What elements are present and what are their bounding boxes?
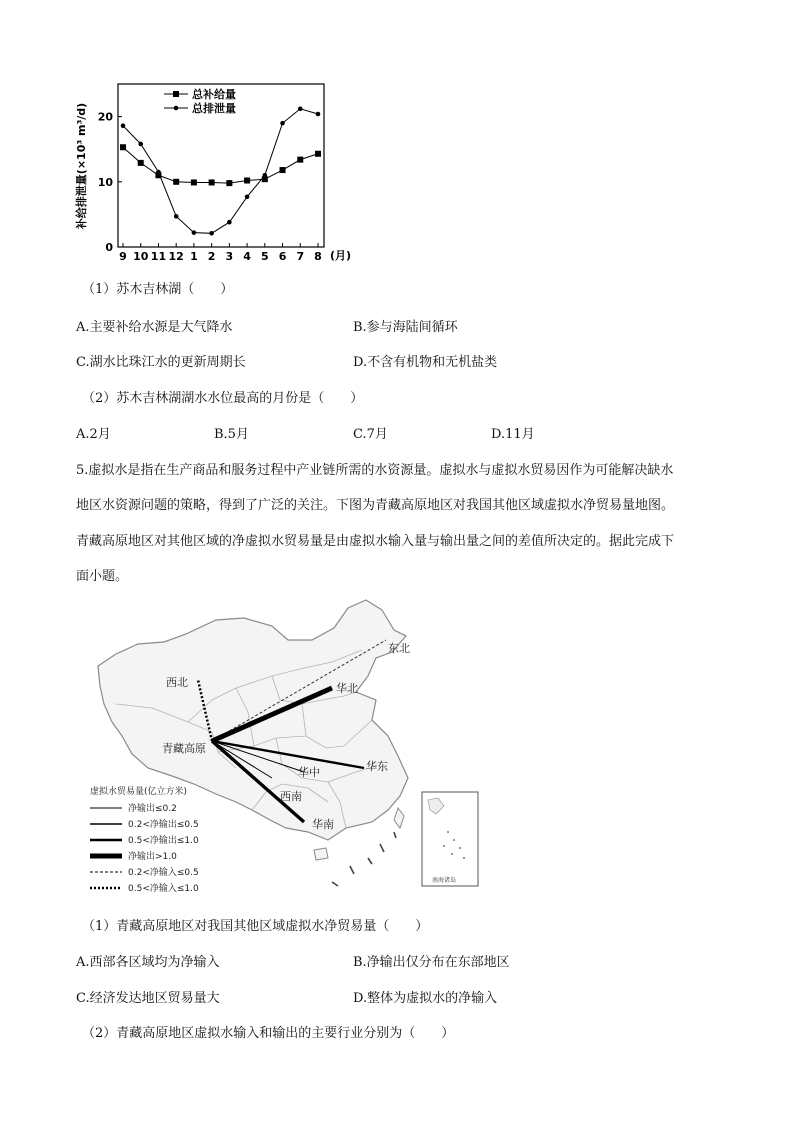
chart-point-circle: [174, 214, 179, 219]
chart-point-circle: [263, 173, 268, 178]
chart-point-circle: [298, 106, 303, 111]
legend-label-2: 0.2<净输出≤0.5: [128, 820, 199, 830]
q5-sub2-stem: （2）青藏高原地区虚拟水输入和输出的主要行业分别为（ ）: [82, 1026, 455, 1041]
chart-y-tick-label: 0: [105, 241, 113, 254]
legend-marker-square: [173, 91, 179, 97]
legend-label-3: 0.5<净输出≤1.0: [128, 836, 199, 846]
nine-dash-line: [332, 832, 396, 886]
chart-point-circle: [209, 231, 214, 236]
chart-x-tick-label: 1: [190, 250, 198, 263]
legend-label-1: 净输出≤0.2: [128, 804, 177, 814]
region-label-dongbei: 东北: [388, 642, 410, 655]
legend-label-5: 0.2<净输入≤0.5: [128, 868, 199, 878]
chart-point-circle: [138, 142, 143, 147]
hainan-shape: [314, 848, 328, 860]
taiwan-shape: [394, 808, 404, 828]
chart-x-tick-label: 7: [296, 250, 305, 263]
chart-point-square: [173, 179, 179, 185]
q5-intro-line-1: 5.虚拟水是指在生产商品和服务过程中产业链所需的水资源量。虚拟水与虚拟水贸易因作为可能解决缺水: [76, 463, 674, 478]
q4-sub2-option-c: C.7月: [353, 427, 388, 442]
chart-point-circle: [316, 112, 321, 117]
q4-sub1-option-a: A.主要补给水源是大气降水: [76, 320, 233, 335]
chart-x-tick-label: 5: [260, 250, 269, 263]
legend-label: 总补给量: [192, 88, 236, 101]
region-label-huazhong: 华中: [298, 766, 320, 779]
legend-label-6: 0.5<净输入≤1.0: [128, 884, 199, 894]
chart-x-tick-label: 12: [168, 250, 184, 263]
q5-intro-line-3: 青藏高原地区对其他区域的净虚拟水贸易量是由虚拟水输入量与输出量之间的差值所决定的。据此完成下: [76, 534, 675, 549]
recharge-discharge-chart: [68, 78, 358, 268]
chart-x-tick-label: 4: [243, 250, 251, 263]
chart-x-tick-label: 2: [207, 250, 216, 263]
chart-point-square: [226, 180, 232, 186]
q4-sub1-option-d: D.不含有机物和无机盐类: [353, 355, 498, 370]
region-label-qingzang: 青藏高原: [162, 742, 206, 755]
chart-series: [120, 106, 321, 235]
q4-sub2-option-a: A.2月: [76, 427, 111, 442]
chart-x-tick-label: 3: [225, 250, 234, 263]
chart-x-unit-label: (月): [330, 249, 352, 262]
chart-x-tick-label: 9: [119, 250, 127, 263]
chart-point-square: [315, 151, 321, 157]
south-sea-inset: [422, 792, 478, 886]
q5-sub1-option-c: C.经济发达地区贸易量大: [76, 991, 220, 1006]
legend-label-4: 净输出>1.0: [128, 852, 177, 862]
chart-x-tick-label: 6: [278, 250, 287, 263]
region-label-huanan: 华南: [312, 818, 334, 831]
region-label-xinan: 西南: [280, 790, 302, 803]
chart-x-tick-label: 11: [150, 250, 167, 263]
chart-point-square: [209, 179, 215, 185]
q5-sub1-option-d: D.整体为虚拟水的净输入: [353, 991, 498, 1006]
q4-sub1-stem: （1）苏木吉林湖（ ）: [82, 282, 234, 297]
chart-point-square: [280, 167, 286, 173]
chart-point-square: [120, 144, 126, 150]
chart-point-square: [191, 179, 197, 185]
chart-point-circle: [227, 220, 232, 225]
q5-sub1-stem: （1）青藏高原地区对我国其他区域虚拟水净贸易量（ ）: [82, 919, 429, 934]
q5-sub1-option-b: B.净输出仅分布在东部地区: [353, 955, 510, 970]
chart-x-tick-label: 10: [133, 250, 149, 263]
chart-point-square: [244, 177, 250, 183]
legend-marker-circle: [174, 106, 179, 111]
q4-sub2-option-b: B.5月: [214, 427, 249, 442]
chart-point-square: [297, 157, 303, 163]
legend-label: 总排泄量: [192, 102, 236, 115]
virtual-water-trade-map: [76, 596, 484, 898]
chart-x-tick-label: 8: [314, 250, 322, 263]
region-label-huabei: 华北: [336, 682, 358, 695]
q5-intro-line-2: 地区水资源问题的策略，得到了广泛的关注。下图为青藏高原地区对我国其他区域虚拟水净贸易量地图。: [76, 498, 675, 513]
q4-sub2-stem: （2）苏木吉林湖湖水水位最高的月份是（ ）: [82, 391, 364, 406]
chart-point-circle: [280, 121, 285, 126]
chart-point-circle: [156, 170, 161, 175]
map-legend: [90, 785, 199, 894]
q4-sub1-option-b: B.参与海陆间循环: [353, 320, 458, 335]
chart-point-circle: [245, 194, 250, 199]
chart-legend: [164, 87, 236, 115]
chart-point-square: [138, 160, 144, 166]
chart-point-circle: [192, 230, 197, 235]
region-label-xibei: 西北: [166, 676, 188, 689]
q5-intro-line-4: 面小题。: [76, 569, 129, 584]
chart-axes: [98, 111, 322, 263]
chart-y-tick-label: 20: [97, 110, 113, 124]
chart-point-circle: [121, 123, 126, 128]
q5-sub1-option-a: A.西部各区域均为净输入: [76, 955, 220, 970]
region-label-huadong: 华东: [366, 760, 388, 773]
q4-sub1-option-c: C.湖水比珠江水的更新周期长: [76, 355, 246, 370]
chart-y-axis-label: 补给排泄量(×10³ m³/d): [75, 102, 88, 230]
map-legend-title: 虚拟水贸易量(亿立方米): [90, 787, 188, 797]
inset-label: 南海诸岛: [432, 877, 457, 884]
chart-y-tick-label: 10: [97, 175, 113, 189]
q4-sub2-option-d: D.11月: [491, 427, 535, 442]
chart-series-line-0: [123, 147, 318, 183]
